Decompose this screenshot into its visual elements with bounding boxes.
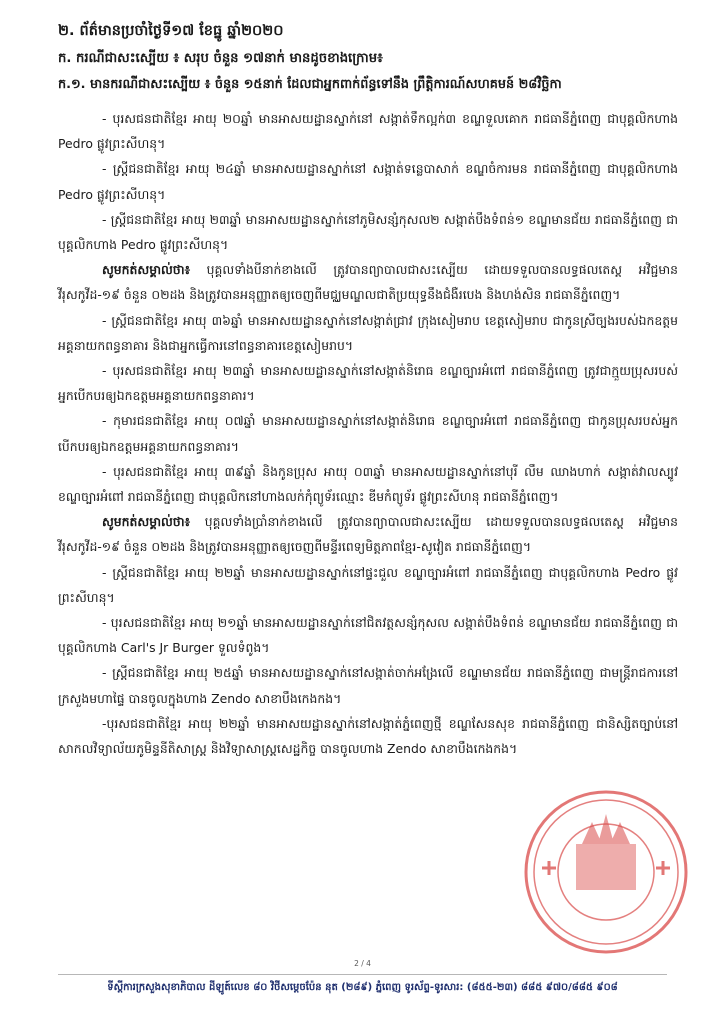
paragraph-text: - ស្ត្រីជនជាតិខ្មែរ អាយុ ៣៦ឆ្នាំ មានអាសយដ្ឋានស្នាក់នៅសង្កាត់ជ្រាវ ក្រុងសៀមរាប ខេត្តសៀមរាប ជាកូនស្រីច្បងរបស់ឯកឧត្តមអគ្គនាយកពន្ធនាគារ និងជាអ្នកធ្វើការនៅពន្ធនាគារខេត្តសៀមរាប។	[58, 312, 678, 353]
paragraph-text: -បុរសជនជាតិខ្មែរ អាយុ ២២ឆ្នាំ មានអាសយដ្ឋានស្នាក់នៅសង្កាត់ភ្នំពេញថ្មី ខណ្ឌសែនសុខ រាជធានីភ្នំពេញ ជានិស្សិតច្បាប់នៅសាកលវិទ្យាល័យភូមិន្ទនីតិសាស្ត្រ និងវិទ្យាសាស្ត្រសេដ្ឋកិច្ច បានចូលហាង Zendo សាខាបឹងកេងកង។	[58, 715, 678, 757]
body-paragraph	[58, 560, 678, 610]
body-paragraph	[58, 610, 678, 660]
note-label: សូមកត់សម្គាល់ថា៖	[102, 514, 191, 530]
body-paragraph	[58, 207, 678, 257]
seal-icon	[522, 788, 690, 956]
body-paragraph	[58, 459, 678, 509]
body-paragraph	[58, 308, 678, 358]
body-paragraph	[58, 509, 678, 559]
body-paragraph	[58, 106, 678, 156]
subsubsection-heading: ក.១. មានករណីជាសះស្បើយ ៖ ចំនួន ១៥នាក់ ដែលជាអ្នកពាក់ព័ន្ធទៅនឹង ព្រឹត្តិការណ៍សហគមន៍ ២៨វិច្ឆិកា	[58, 77, 562, 92]
body-paragraph	[58, 711, 678, 761]
subsection-heading: ក. ករណីជាសះស្បើយ ៖ សរុប ចំនួន ១៧នាក់ មានដូចខាងក្រោម៖	[58, 51, 383, 66]
body-paragraph	[58, 358, 678, 408]
paragraph-text: - ស្ត្រីជនជាតិខ្មែរ អាយុ ២៥ឆ្នាំ មានអាសយដ្ឋានស្នាក់នៅសង្កាត់ចាក់អង្រែលើ ខណ្ឌមានជ័យ រាជធានីភ្នំពេញ ជាមន្ត្រីរាជការនៅក្រសួងមហាផ្ទៃ បានចូលក្នុងហាង Zendo សាខាបឹងកេងកង។	[58, 665, 678, 706]
paragraph-text: - ស្ត្រីជនជាតិខ្មែរ អាយុ ២២ឆ្នាំ មានអាសយដ្ឋានស្នាក់នៅផ្ទះជួល ខណ្ឌច្បារអំពៅ រាជធានីភ្នំពេញ ជាបុគ្គលិកហាង Pedro ផ្លូវព្រះសីហនុ។	[58, 564, 678, 605]
paragraph-text: - កុមារជនជាតិខ្មែរ អាយុ ០៧ឆ្នាំ មានអាសយដ្ឋានស្នាក់នៅសង្កាត់និរោធ ខណ្ឌច្បារអំពៅ រាជធានីភ្នំពេញ ជាកូនប្រុសរបស់អ្នកបើកបរឲ្យឯកឧត្តមអគ្គនាយកពន្ធនាគារ។	[58, 413, 678, 454]
paragraph-text: - បុរសជនជាតិខ្មែរ អាយុ ២១ឆ្នាំ មានអាសយដ្ឋានស្នាក់នៅជិតវត្តសន្សំកុសល សង្កាត់បឹងទំពន់ ខណ្ឌមានជ័យ រាជធានីភ្នំពេញ ជាបុគ្គលិកហាង Carl's Jr Burger ទួលទំពូង។	[58, 615, 678, 656]
note-label: សូមកត់សម្គាល់ថា៖	[102, 262, 191, 278]
section-heading: ២. ព័ត៌មានប្រចាំថ្ងៃទី១៧ ខែធ្នូ ឆ្នាំ២០២០	[58, 23, 284, 39]
body-paragraph	[58, 408, 678, 458]
paragraph-text: - បុរសជនជាតិខ្មែរ អាយុ ២៣ឆ្នាំ មានអាសយដ្ឋានស្នាក់នៅសង្កាត់និរោធ ខណ្ឌច្បារអំពៅ រាជធានីភ្នំពេញ ត្រូវជាក្មួយប្រុសរបស់អ្នកបើកបរឲ្យឯកឧត្តមអគ្គនាយកពន្ធនាគារ។	[58, 363, 678, 404]
paragraph-text: - ស្ត្រីជនជាតិខ្មែរ អាយុ ២៤ឆ្នាំ មានអាសយដ្ឋានស្នាក់នៅ សង្កាត់ទន្លេបាសាក់ ខណ្ឌចំការមន រាជធានីភ្នំពេញ ជាបុគ្គលិកហាង Pedro ផ្លូវព្រះសីហនុ។	[58, 161, 678, 202]
body-paragraph	[58, 660, 678, 710]
page-number: 2 / 4	[354, 959, 371, 968]
document-body	[58, 106, 678, 761]
paragraph-text: បុគ្គលទាំងប្រាំនាក់ខាងលើ ត្រូវបានព្យាបាលជាសះស្បើយ ដោយទទួលបានលទ្ធផលតេស្ត អវិជ្ជមានវីរុសកូវីដ-១៩ ចំនួន ០២ដង និងត្រូវបានអនុញ្ញាតឲ្យចេញពីមន្ទីរពេទ្យមិត្តភាពខ្មែរ-សូវៀត រាជធានីភ្នំពេញ។	[58, 514, 678, 555]
paragraph-text: - បុរសជនជាតិខ្មែរ អាយុ ២០ឆ្នាំ មានអាសយដ្ឋានស្នាក់នៅ សង្កាត់ទឹកល្អក់៣ ខណ្ឌទួលគោក រាជធានីភ្នំពេញ ជាបុគ្គលិកហាង Pedro ផ្លូវព្រះសីហនុ។	[58, 111, 678, 152]
body-paragraph	[58, 156, 678, 206]
paragraph-text: បុគ្គលទាំងបីនាក់ខាងលើ ត្រូវបានព្យាបាលជាសះស្បើយ ដោយទទួលបានលទ្ធផលតេស្ត អវិជ្ជមានវីរុសកូវីដ-១៩ ចំនួន ០២ដង និងត្រូវបានអនុញ្ញាតឲ្យចេញពីមជ្ឈមណ្ឌលជាតិប្រយុទ្ធនឹងជំងឺរបេង និងហង់សិន រាជធានីភ្នំពេញ។	[58, 262, 678, 303]
paragraph-text: - ស្ត្រីជនជាតិខ្មែរ អាយុ ២៣ឆ្នាំ មានអាសយដ្ឋានស្នាក់នៅភូមិសន្សំកុសល២ សង្កាត់បឹងទំពន់១ ខណ្ឌមានជ័យ រាជធានីភ្នំពេញ ជាបុគ្គលិកហាង Pedro ផ្លូវព្រះសីហនុ។	[58, 211, 678, 253]
footer-divider	[58, 974, 667, 975]
paragraph-text: - បុរសជនជាតិខ្មែរ អាយុ ៣៩ឆ្នាំ និងកូនប្រុស អាយុ ០៣ឆ្នាំ មានអាសយដ្ឋានស្នាក់នៅបុរី លឹម ឈាងហាក់ សង្កាត់វាលស្បូវ ខណ្ឌច្បារអំពៅ រាជធានីភ្នំពេញ ជាបុគ្គលិកនៅហាងលក់កុំព្យូទ័រឈ្មោះ ឌីមកំព្យូទ័រ ផ្លូវព្រះសីហនុ រាជធានីភ្នំពេញ។	[58, 463, 678, 505]
footer-address: ទីស្តីការក្រសួងសុខាភិបាល ដីឡូត៍លេខ ៨០ វិថីសម្តេចប៉ែន នុត (២៨៩) ភ្នំពេញ ទូរស័ព្ទ-ទូរសារ: (៨៥៥-២៣) ៨៨៥ ៩៧០/៨៨៥ ៩០៨	[107, 982, 618, 993]
body-paragraph	[58, 257, 678, 307]
